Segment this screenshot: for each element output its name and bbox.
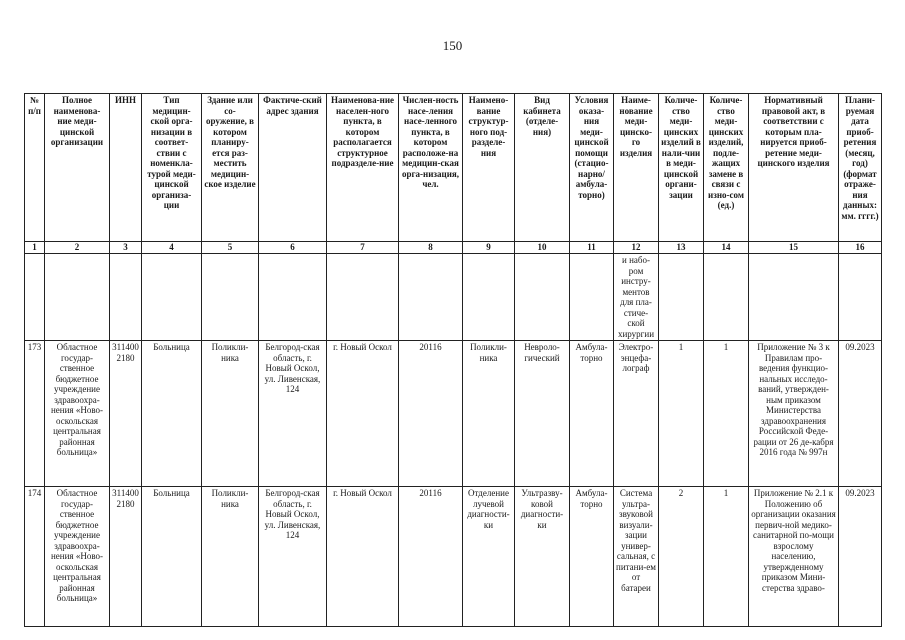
table-cell: [45, 254, 110, 341]
continuation-row: [25, 254, 882, 341]
col-header-conditions: Условия оказа-ния меди-цинской помощи (стацио-нарно/ амбула-торно): [570, 94, 614, 242]
cell-num: 174: [25, 487, 45, 627]
cell-qty-available: 2: [659, 487, 704, 627]
cell-address: Белгород-ская область, г. Новый Оскол, ул. Ливенская, 124: [259, 341, 327, 487]
col-number: 11: [570, 242, 614, 254]
col-number: 16: [839, 242, 882, 254]
col-number: 6: [259, 242, 327, 254]
col-header-building: Здание или со-оружение, в котором планиру-ется раз-местить медицин-ское изделие: [202, 94, 259, 242]
table-cell: [463, 254, 515, 341]
table-cell: [25, 254, 45, 341]
table-row: [25, 341, 882, 487]
col-header-date: Плани-руемая дата приоб-ретения (месяц, год) (формат отраже-ния данных: мм. гггг.): [839, 94, 882, 242]
col-number: 8: [399, 242, 463, 254]
cell-qty-replace: 1: [704, 341, 749, 487]
cell-date: 09.2023: [839, 487, 882, 627]
col-header-qty-replace: Количе-ство меди-цинских изделий, подле-жащих замене в связи с изно-сом (ед.): [704, 94, 749, 242]
col-number: 7: [327, 242, 399, 254]
cell-item-name: и набо-ром инстру-ментов для пла-стиче-ской хирургии: [614, 254, 659, 341]
cell-num: 173: [25, 341, 45, 487]
table-cell: [327, 254, 399, 341]
col-number: 5: [202, 242, 259, 254]
col-header-division: Наимено-вание структур-ного под-разделе-ния: [463, 94, 515, 242]
table-row: [25, 487, 882, 627]
cell-conditions: Амбула-торно: [570, 487, 614, 627]
cell-cabinet: Ультразву-ковой диагности-ки: [515, 487, 570, 627]
cell-qty-replace: 1: [704, 487, 749, 627]
cell-org: Областное государ-ственное бюджетное учреждение здравоохра-нения «Ново-оскольская центральная районная больница»: [45, 341, 110, 487]
table-cell: [659, 254, 704, 341]
cell-conditions: Амбула-торно: [570, 341, 614, 487]
col-header-cabinet: Вид кабинета (отделе-ния): [515, 94, 570, 242]
cell-type: Больница: [142, 341, 202, 487]
col-number: 3: [110, 242, 142, 254]
col-header-type: Тип медицин-ской орга-низации в соответ-ствии с номенкла-турой меди-цинской организа-ции: [142, 94, 202, 242]
col-header-locality: Наименова-ние населен-ного пункта, в котором располагается структурное подразделе-ние: [327, 94, 399, 242]
col-header-inn: ИНН: [110, 94, 142, 242]
table-cell: [515, 254, 570, 341]
col-header-qty-available: Количе-ство меди-цинских изделий в нали-чии в меди-цинской органи-зации: [659, 94, 704, 242]
col-number: 1: [25, 242, 45, 254]
cell-building: Поликли-ника: [202, 341, 259, 487]
table-cell: [749, 254, 839, 341]
col-header-item: Наиме-нование меди-цинско-го изделия: [614, 94, 659, 242]
cell-qty-available: 1: [659, 341, 704, 487]
col-number: 2: [45, 242, 110, 254]
col-number: 14: [704, 242, 749, 254]
header-row: [25, 94, 882, 242]
col-number: 4: [142, 242, 202, 254]
cell-item-name: Электро-энцефа-лограф: [614, 341, 659, 487]
col-number: 9: [463, 242, 515, 254]
cell-inn: 311400 2180: [110, 341, 142, 487]
table-cell: [259, 254, 327, 341]
cell-population: 20116: [399, 487, 463, 627]
cell-division: Отделение лучевой диагности-ки: [463, 487, 515, 627]
col-header-org: Полное наименова-ние меди-цинской организации: [45, 94, 110, 242]
cell-inn: 311400 2180: [110, 487, 142, 627]
cell-legal-act: Приложение № 3 к Правилам про-ведения функцио-нальных исследо-ваний, утвержден-ным приказом Министерства здравоохранения Российской Феде-рации от 26 де-кабря 2016 года № 997н: [749, 341, 839, 487]
table-cell: [202, 254, 259, 341]
cell-cabinet: Невроло-гический: [515, 341, 570, 487]
col-number: 13: [659, 242, 704, 254]
cell-address: Белгород-ская область, г. Новый Оскол, ул. Ливенская, 124: [259, 487, 327, 627]
cell-legal-act: Приложение № 2.1 к Положению об организации оказания первич-ной медико-санитарной по-мощи взрослому населению, утвержденному приказом Мини-стерства здраво-: [749, 487, 839, 627]
col-header-num: № п/п: [25, 94, 45, 242]
col-number: 10: [515, 242, 570, 254]
col-number: 12: [614, 242, 659, 254]
document-table: [24, 93, 882, 627]
cell-date: 09.2023: [839, 341, 882, 487]
col-header-legal-act: Нормативный правовой акт, в соответствии с которым пла-нируется приоб-ретение меди-цинского изделия: [749, 94, 839, 242]
col-header-address: Фактиче-ский адрес здания: [259, 94, 327, 242]
table-cell: [570, 254, 614, 341]
column-number-row: [25, 242, 882, 254]
cell-type: Больница: [142, 487, 202, 627]
cell-org: Областное государ-ственное бюджетное учреждение здравоохра-нения «Ново-оскольская центральная районная больница»: [45, 487, 110, 627]
cell-division: Поликли-ника: [463, 341, 515, 487]
page-number: 150: [442, 38, 463, 53]
col-number: 15: [749, 242, 839, 254]
cell-locality: г. Новый Оскол: [327, 341, 399, 487]
col-header-population: Числен-ность насе-ления насе-ленного пункта, в котором расположе-на медицин-ская орга-низация, чел.: [399, 94, 463, 242]
cell-population: 20116: [399, 341, 463, 487]
cell-building: Поликли-ника: [202, 487, 259, 627]
table-cell: [110, 254, 142, 341]
table-cell: [142, 254, 202, 341]
cell-locality: г. Новый Оскол: [327, 487, 399, 627]
table-cell: [839, 254, 882, 341]
table-cell: [399, 254, 463, 341]
table-cell: [704, 254, 749, 341]
cell-item-name: Система ультра-звуковой визуали-зации универ-сальная, с питани-ем от батареи: [614, 487, 659, 627]
